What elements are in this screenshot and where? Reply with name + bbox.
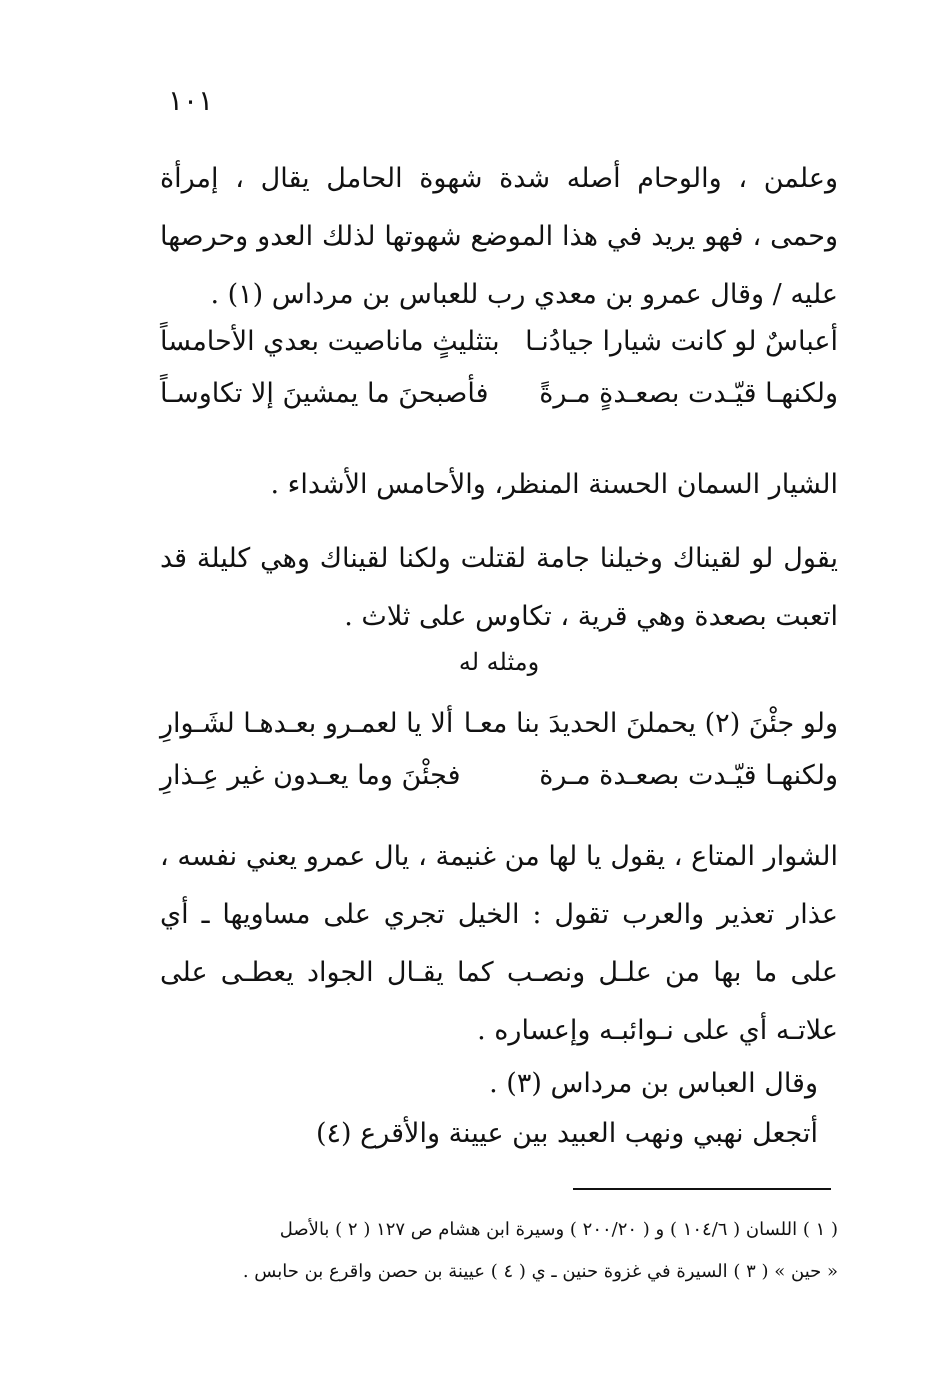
verse-introduction: وقال العباس بن مرداس (٣) . — [489, 1068, 818, 1099]
page-number: ١٠١ — [168, 84, 214, 117]
verse-second-hemistich: فجئْنَ وما يعـدون غير عِـذارِ — [160, 760, 461, 791]
paragraph-commentary-1: وعلمن ، والوحام أصله شدة شهوة الحامل يقال ، إمرأة وحمى ، فهو يريد في هذا الموضع شهوتها لذلك العدو وحرصها عليه / وقال عمرو بن معدي رب للعباس بن مرداس (١) . — [160, 163, 838, 310]
verse-first-hemistich: ولكنهـا قيّـدت بصعـدةٍ مـرةً — [539, 378, 838, 409]
verse-first-hemistich: أعباسٌ لو كانت شيارا جيادُنـا — [525, 326, 838, 357]
verse-line — [160, 708, 838, 764]
footnote-separator — [573, 1188, 831, 1190]
paragraph-commentary-2: الشيار السمان الحسنة المنظر، والأحامس الأشداء . — [270, 469, 838, 500]
verse-first-hemistich: ولكنهـا قيّـدت بصعـدة مـرة — [539, 760, 838, 791]
verse-first-hemistich: ولو جئْنَ (٢) يحملنَ الحديدَ بنا معـا — [463, 708, 838, 739]
verse-line — [160, 326, 838, 382]
verse-second-hemistich: ألا يا لعمـرو بعـدهـا لشَـوارِ — [160, 708, 454, 739]
verse-second-hemistich: بتثليثٍ ماناصيت بعدي الأحامساً — [160, 326, 500, 357]
section-heading: ومثله له — [458, 648, 540, 676]
paragraph-commentary-3: يقول لو لقيناك وخيلنا جامة لقتلت ولكنا لقيناك وهي كليلة قد اتعبت بصعدة وهي قرية ، تكاوس على ثلاث . — [160, 543, 838, 632]
footnote-line: ( ١ ) اللسان ( ١٠٤/٦ ) و ( ٢٠٠/٢٠ ) وسيرة ابن هشام ص ١٢٧ ( ٢ ) بالأصل — [279, 1219, 838, 1240]
verse-line — [160, 760, 838, 816]
verse-line: أتجعل نهبي ونهب العبيد بين عيينة والأقرع (٤) — [315, 1118, 818, 1149]
paragraph-commentary-4: الشوار المتاع ، يقول يا لها من غنيمة ، يال عمرو يعني نفسه ، عذار تعذير والعرب تقول : الخيل تجري على مساويها ـ أي على ما بها من علـل ونصـب كما يقـال الجواد يعطـى على علاتـه أي على نـوائبـه وإعساره . — [160, 841, 838, 1046]
verse-line — [160, 378, 838, 434]
footnote-line: « حين » ( ٣ ) السيرة في غزوة حنين ـ ي ( ٤ ) عيينة بن حصن واقرع بن حابس . — [242, 1261, 838, 1282]
verse-second-hemistich: فأصبحنَ ما يمشينَ إلا تكاوسـاً — [160, 378, 489, 409]
